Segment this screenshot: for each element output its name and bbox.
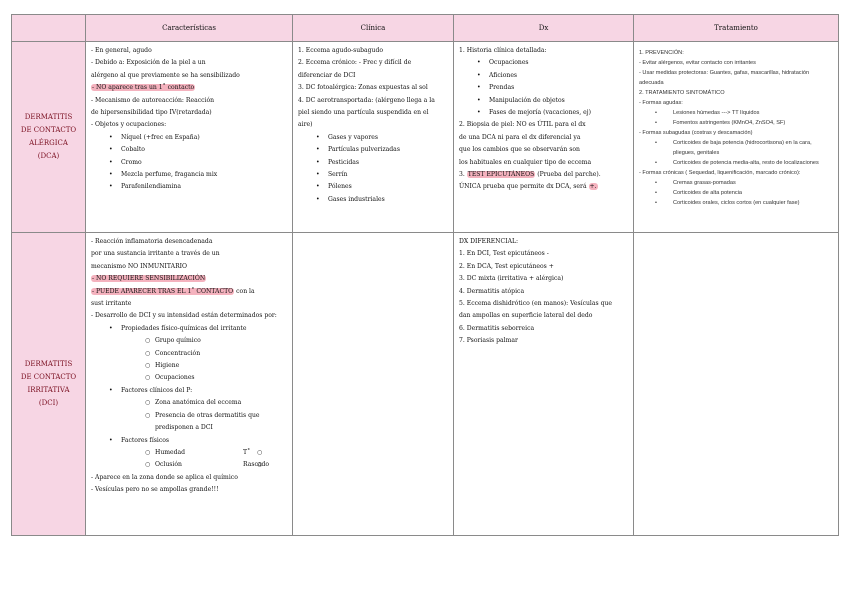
dca-tratamiento bbox=[634, 42, 839, 233]
sub-bullet-item: ○ Rascado bbox=[203, 459, 269, 471]
sub-bullet-item: ○ Zona anatómica del eccema bbox=[91, 397, 287, 409]
text-line: ÚNICA prueba que permite dx DCA, será +. bbox=[459, 183, 597, 191]
header-clinica: Clínica bbox=[293, 15, 454, 42]
label-line: DE CONTACTO bbox=[20, 373, 77, 381]
text-line: - Debido a: Exposición de la piel a un bbox=[91, 59, 206, 67]
text-line: - Mecanismo de autoreacción: Reacción bbox=[91, 96, 215, 104]
bullet-item: • Serrín bbox=[298, 169, 448, 181]
bullet-item: • Mezcla perfume, fragancia mix bbox=[91, 169, 287, 181]
text-line: 3. DC mixta (irritativa + alérgica) bbox=[459, 275, 564, 283]
bullet-item: • Pólenes bbox=[298, 181, 448, 193]
highlight-text: - NO REQUIERE SENSIBILIZACIÓN bbox=[92, 275, 206, 283]
label-line: (DCI) bbox=[38, 399, 59, 407]
bullet-item: • Cremas grasas-pomadas bbox=[639, 178, 833, 188]
text-line: de hipersensibilidad tipo IV(retardada) bbox=[91, 109, 212, 117]
highlight-text: +. bbox=[589, 183, 597, 191]
text-line: de una DCA ni para el dx diferencial ya bbox=[459, 133, 581, 141]
bullet-item: • Lesiones húmedas ---> TT líquidos bbox=[639, 108, 833, 118]
text-line: aire) bbox=[298, 121, 313, 129]
dermatitis-table bbox=[11, 14, 839, 536]
sub-bullet-item: ○ Humedad bbox=[91, 447, 203, 459]
text-line: - Formas subagudas (costras y descamación) bbox=[639, 130, 753, 136]
text-line: - Vesículas pero no se ampollas grande!!! bbox=[91, 486, 219, 494]
text-line: diferenciar de DCI bbox=[298, 71, 356, 79]
bullet-item: • Aficiones bbox=[459, 70, 628, 82]
row-dca bbox=[12, 42, 839, 233]
text-line: los habituales en cualquier tipo de eccema bbox=[459, 158, 592, 166]
text-line: predisponen a DCI bbox=[155, 424, 213, 432]
dca-clinica bbox=[293, 42, 454, 233]
sub-bullet-item: ○ T˚ bbox=[203, 447, 250, 459]
bullet-item: • Gases y vapores bbox=[298, 132, 448, 144]
text-line: 5. Eccema dishidrótico (en manos): Vesículas que bbox=[459, 300, 613, 308]
header-dx: Dx bbox=[454, 15, 634, 42]
text-line: 2. En DCA, Test epicutáneos + bbox=[459, 262, 554, 270]
header-corner bbox=[12, 15, 86, 42]
text-line: alérgeno al que previamente se ha sensibilizado bbox=[91, 71, 240, 79]
header-tratamiento: Tratamiento bbox=[634, 15, 839, 42]
bullet-item: • Fases de mejoría (vacaciones, ej) bbox=[459, 107, 628, 119]
bullet-item: • Gases industriales bbox=[298, 194, 448, 206]
text-line: 1. Historia clínica detallada: bbox=[459, 47, 547, 54]
row-label-dca bbox=[12, 42, 86, 233]
bullet-item: • Pesticidas bbox=[298, 157, 448, 169]
label-line: (DCA) bbox=[37, 152, 60, 160]
bullet-item: • Cobalto bbox=[91, 144, 287, 156]
bullet-item: • Cromo bbox=[91, 157, 287, 169]
label-line: DERMATITIS bbox=[24, 113, 73, 121]
bullet-item: • Ocupaciones bbox=[459, 57, 628, 69]
text-line: por una sustancia irritante a través de un bbox=[91, 250, 220, 258]
label-line: IRRITATIVA bbox=[27, 386, 70, 394]
text-line: 2. TRATAMIENTO SINTOMÁTICO bbox=[639, 90, 725, 96]
dci-tratamiento bbox=[634, 233, 839, 536]
text-line: - Objetos y ocupaciones: bbox=[91, 121, 167, 129]
sub-bullet-item: ○ Grupo químico bbox=[91, 335, 287, 347]
header-row bbox=[12, 15, 839, 42]
bullet-item: • Propiedades físico-químicas del irritante bbox=[91, 323, 287, 335]
label-line: DERMATITIS bbox=[24, 360, 73, 368]
text-line: 2. Biopsia de piel: NO es ÚTIL para el dx bbox=[459, 121, 586, 129]
dca-caracteristicas bbox=[86, 42, 293, 233]
text-line: 3. TEST EPICUTÁNEOS (Prueba del parche). bbox=[459, 171, 601, 179]
text-line: - Aparece en la zona donde se aplica el químico bbox=[91, 473, 238, 481]
dca-dx bbox=[454, 42, 634, 233]
bullet-item: • Corticoides de alta potencia bbox=[639, 188, 833, 198]
physical-factors-row bbox=[91, 447, 287, 459]
row-dci bbox=[12, 233, 839, 536]
highlight-text: TEST EPICUTÁNEOS bbox=[467, 171, 535, 179]
text-line: - Desarrollo de DCI y su intensidad están determinados por: bbox=[91, 312, 277, 320]
sub-bullet-item: ○ Higiene bbox=[91, 360, 287, 372]
bullet-item: • Corticoides de baja potencia (hidrocortisona) en la cara, pliegues, genitales bbox=[639, 138, 833, 158]
text-line: dan ampollas en superficie lateral del dedo bbox=[459, 312, 593, 320]
text-line: - Reacción inflamatoria desencadenada bbox=[91, 238, 213, 245]
text-line: - Usar medidas protectoras: Guantes, gafas, mascarillas, hidratación adecuada bbox=[639, 70, 810, 86]
text-line: que los cambios que se observarán son bbox=[459, 146, 580, 154]
row-label-dci bbox=[12, 233, 86, 536]
highlight-text: - NO aparece tras un 1˚ contacto bbox=[92, 84, 195, 92]
highlight-text: - PUEDE APARECER TRAS EL 1˚ CONTACTO bbox=[92, 287, 234, 295]
text-line: 4. DC aerotransportada: (alérgeno llega a la bbox=[298, 96, 435, 104]
bullet-item: • Fomentos astringentes (KMnO4, ZnSO4, SF) bbox=[639, 118, 833, 128]
bullet-item: • Partículas pulverizadas bbox=[298, 144, 448, 156]
bullet-item: • Níquel (+frec en España) bbox=[91, 132, 287, 144]
bullet-item: • Factores físicos bbox=[91, 435, 287, 447]
text-line: 4. Dermatitis atópica bbox=[459, 287, 525, 295]
text-line: 3. DC fotoalérgica: Zonas expuestas al sol bbox=[298, 84, 428, 92]
label-line: DE CONTACTO bbox=[20, 126, 77, 134]
sub-bullet-item: ○ Concentración bbox=[91, 348, 287, 360]
text-line: - Formas crónicas ( Sequedad, liquenificación, marcado crónico): bbox=[639, 170, 801, 176]
text-line: piel siendo una partícula suspendida en el bbox=[298, 109, 429, 117]
bullet-item: • Corticoides orales, ciclos cortos (en cualquier fase) bbox=[639, 198, 833, 208]
dci-clinica bbox=[293, 233, 454, 536]
dci-dx bbox=[454, 233, 634, 536]
text-line: - PUEDE APARECER TRAS EL 1˚ CONTACTO con la bbox=[92, 287, 255, 295]
text-line: 6. Dermatitis seborreica bbox=[459, 324, 535, 332]
dci-caracteristicas bbox=[86, 233, 293, 536]
text-line: mecanismo NO INMUNITARIO bbox=[91, 262, 188, 270]
header-caracteristicas: Características bbox=[86, 15, 293, 42]
label-line: ALÉRGICA bbox=[29, 139, 68, 147]
sub-bullet-item: ○ Presencia de otras dermatitis que bbox=[91, 410, 287, 422]
text-line: 1. Eccema agudo-subagudo bbox=[298, 47, 384, 54]
bullet-item: • Factores clínicos del P: bbox=[91, 385, 287, 397]
text-line: - Formas agudas: bbox=[639, 100, 683, 106]
text-line: DX DIFERENCIAL: bbox=[459, 238, 519, 245]
text-line: 7. Psoriasis palmar bbox=[459, 337, 518, 345]
sub-bullet-item: ○ Oclusión bbox=[91, 459, 203, 471]
text-line: 2. Eccema crónico: - Frec y difícil de bbox=[298, 59, 412, 67]
text-line: sust irritante bbox=[91, 300, 132, 308]
sub-bullet-item: ○ Ocupaciones bbox=[91, 372, 287, 384]
text-line: - En general, agudo bbox=[91, 47, 152, 54]
text-line: - Evitar alérgenos, evitar contacto con irritantes bbox=[639, 60, 756, 66]
bullet-item: • Corticoides de potencia media-alta, resto de localizaciones bbox=[639, 158, 833, 168]
text-line: 1. PREVENCIÓN: bbox=[639, 50, 684, 56]
bullet-item: • Manipulación de objetos bbox=[459, 95, 628, 107]
bullet-item: • Prendas bbox=[459, 82, 628, 94]
bullet-item: • Parafenilendiamina bbox=[91, 181, 287, 193]
text-line: 1. En DCI, Test epicutáneos - bbox=[459, 250, 549, 258]
physical-factors-row bbox=[91, 459, 287, 471]
